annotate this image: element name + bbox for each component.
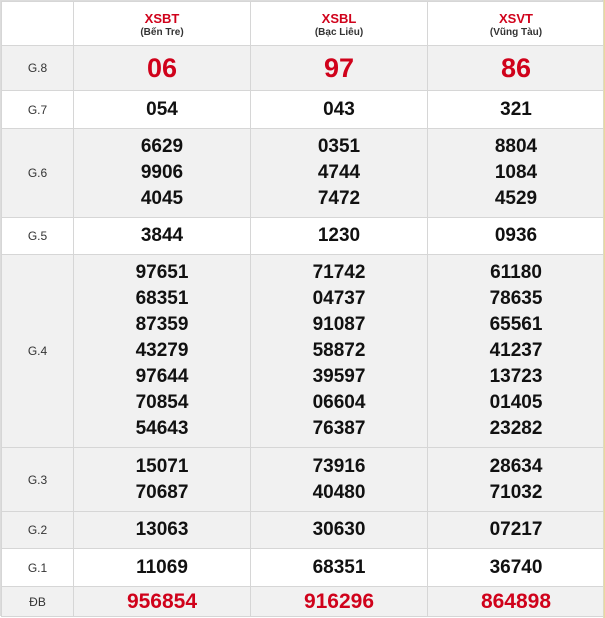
- column-province: (Vũng Tàu): [489, 26, 543, 38]
- prize-number: 65561: [489, 314, 543, 335]
- prize-number: 23282: [489, 418, 543, 439]
- prize-number: 97: [323, 53, 355, 83]
- prize-number: 07217: [489, 519, 543, 540]
- prize-cell: [74, 587, 251, 617]
- prize-number: 15071: [135, 455, 189, 477]
- prize-number: 87359: [135, 314, 189, 335]
- prize-number: 06: [146, 53, 178, 83]
- prize-cell: [428, 549, 605, 587]
- header-corner: [2, 2, 74, 46]
- prize-number: 7472: [317, 188, 361, 209]
- prize-number: 0351: [317, 136, 361, 157]
- prize-cell: [74, 512, 251, 549]
- prize-number: 61180: [490, 262, 542, 283]
- prize-cell: [74, 255, 251, 448]
- prize-cell: [428, 448, 605, 512]
- prize-number: 71032: [489, 481, 543, 503]
- prize-number: 043: [323, 98, 355, 120]
- prize-number: 864898: [480, 589, 552, 613]
- column-header-1: [74, 2, 251, 46]
- prize-cell: [251, 218, 428, 255]
- prize-number: 4529: [494, 188, 538, 209]
- prize-cell: [251, 587, 428, 617]
- prize-cell: [74, 91, 251, 129]
- prize-number: 91087: [312, 314, 366, 335]
- prize-number: 97644: [135, 366, 189, 387]
- prize-cell: [251, 129, 428, 218]
- prize-number: 71742: [312, 262, 366, 283]
- prize-number: 13063: [135, 519, 189, 540]
- prize-label: G.8: [2, 46, 74, 91]
- prize-row: [2, 218, 605, 255]
- prize-row: [2, 549, 605, 587]
- prize-cell: [251, 549, 428, 587]
- prize-number: 04737: [312, 288, 366, 309]
- column-header-3: [428, 2, 605, 46]
- prize-number: 1084: [494, 162, 538, 183]
- prize-number: 4744: [317, 162, 361, 183]
- prize-number: 4045: [140, 188, 184, 209]
- column-code: XSBL: [321, 10, 357, 26]
- prize-label: G.6: [2, 129, 74, 218]
- prize-number: 97651: [135, 262, 189, 283]
- prize-cell: [428, 587, 605, 617]
- prize-number: 36740: [489, 556, 543, 578]
- header-row: [2, 2, 605, 46]
- prize-number: 01405: [489, 392, 543, 413]
- prize-number: 41237: [489, 340, 543, 361]
- prize-number: 76387: [312, 418, 366, 439]
- prize-number: 40480: [312, 481, 366, 503]
- prize-number: 78635: [489, 288, 543, 309]
- results-table: [1, 1, 605, 617]
- prize-cell: [74, 448, 251, 512]
- column-header-2: [251, 2, 428, 46]
- prize-row: [2, 91, 605, 129]
- prize-number: 956854: [126, 589, 198, 613]
- prize-cell: [251, 255, 428, 448]
- prize-number: 8804: [494, 136, 538, 157]
- prize-cell: [74, 46, 251, 91]
- prize-number: 39597: [312, 366, 366, 387]
- prize-cell: [74, 218, 251, 255]
- column-code: XSBT: [144, 10, 180, 26]
- prize-number: 30630: [312, 519, 366, 540]
- prize-cell: [428, 91, 605, 129]
- prize-number: 1230: [317, 225, 361, 246]
- prize-cell: [251, 448, 428, 512]
- prize-row: [2, 129, 605, 218]
- prize-cell: [74, 549, 251, 587]
- prize-number: 73916: [312, 455, 366, 477]
- prize-cell: [428, 218, 605, 255]
- prize-number: 6629: [140, 136, 184, 157]
- prize-cell: [428, 255, 605, 448]
- prize-cell: [251, 46, 428, 91]
- prize-number: 58872: [312, 340, 366, 361]
- prize-row: [2, 46, 605, 91]
- prize-label: ĐB: [2, 587, 74, 617]
- prize-number: 11069: [136, 556, 188, 578]
- column-code: XSVT: [499, 10, 533, 26]
- prize-number: 3844: [140, 225, 184, 246]
- prize-row: [2, 448, 605, 512]
- prize-label: G.3: [2, 448, 74, 512]
- prize-cell: [251, 512, 428, 549]
- prize-number: 70687: [135, 481, 189, 503]
- prize-number: 86: [500, 53, 532, 83]
- prize-number: 54643: [135, 418, 189, 439]
- prize-cell: [428, 46, 605, 91]
- prize-row: [2, 587, 605, 617]
- prize-number: 9906: [140, 162, 184, 183]
- prize-label: G.4: [2, 255, 74, 448]
- prize-cell: [74, 129, 251, 218]
- prize-cell: [428, 512, 605, 549]
- prize-cell: [251, 91, 428, 129]
- prize-number: 0936: [494, 225, 538, 246]
- prize-number: 28634: [489, 455, 543, 477]
- prize-number: 054: [146, 98, 178, 120]
- prize-number: 321: [500, 98, 532, 120]
- prize-row: [2, 255, 605, 448]
- prize-label: G.7: [2, 91, 74, 129]
- prize-label: G.5: [2, 218, 74, 255]
- prize-number: 06604: [312, 392, 366, 413]
- prize-label: G.2: [2, 512, 74, 549]
- prize-number: 43279: [135, 340, 189, 361]
- prize-number: 13723: [489, 366, 543, 387]
- prize-number: 70854: [135, 392, 189, 413]
- column-province: (Bạc Liêu): [314, 26, 364, 38]
- prize-number: 916296: [303, 589, 375, 613]
- prize-number: 68351: [312, 556, 366, 578]
- column-province: (Bến Tre): [140, 26, 184, 38]
- prize-number: 68351: [135, 288, 189, 309]
- prize-label: G.1: [2, 549, 74, 587]
- prize-row: [2, 512, 605, 549]
- prize-cell: [428, 129, 605, 218]
